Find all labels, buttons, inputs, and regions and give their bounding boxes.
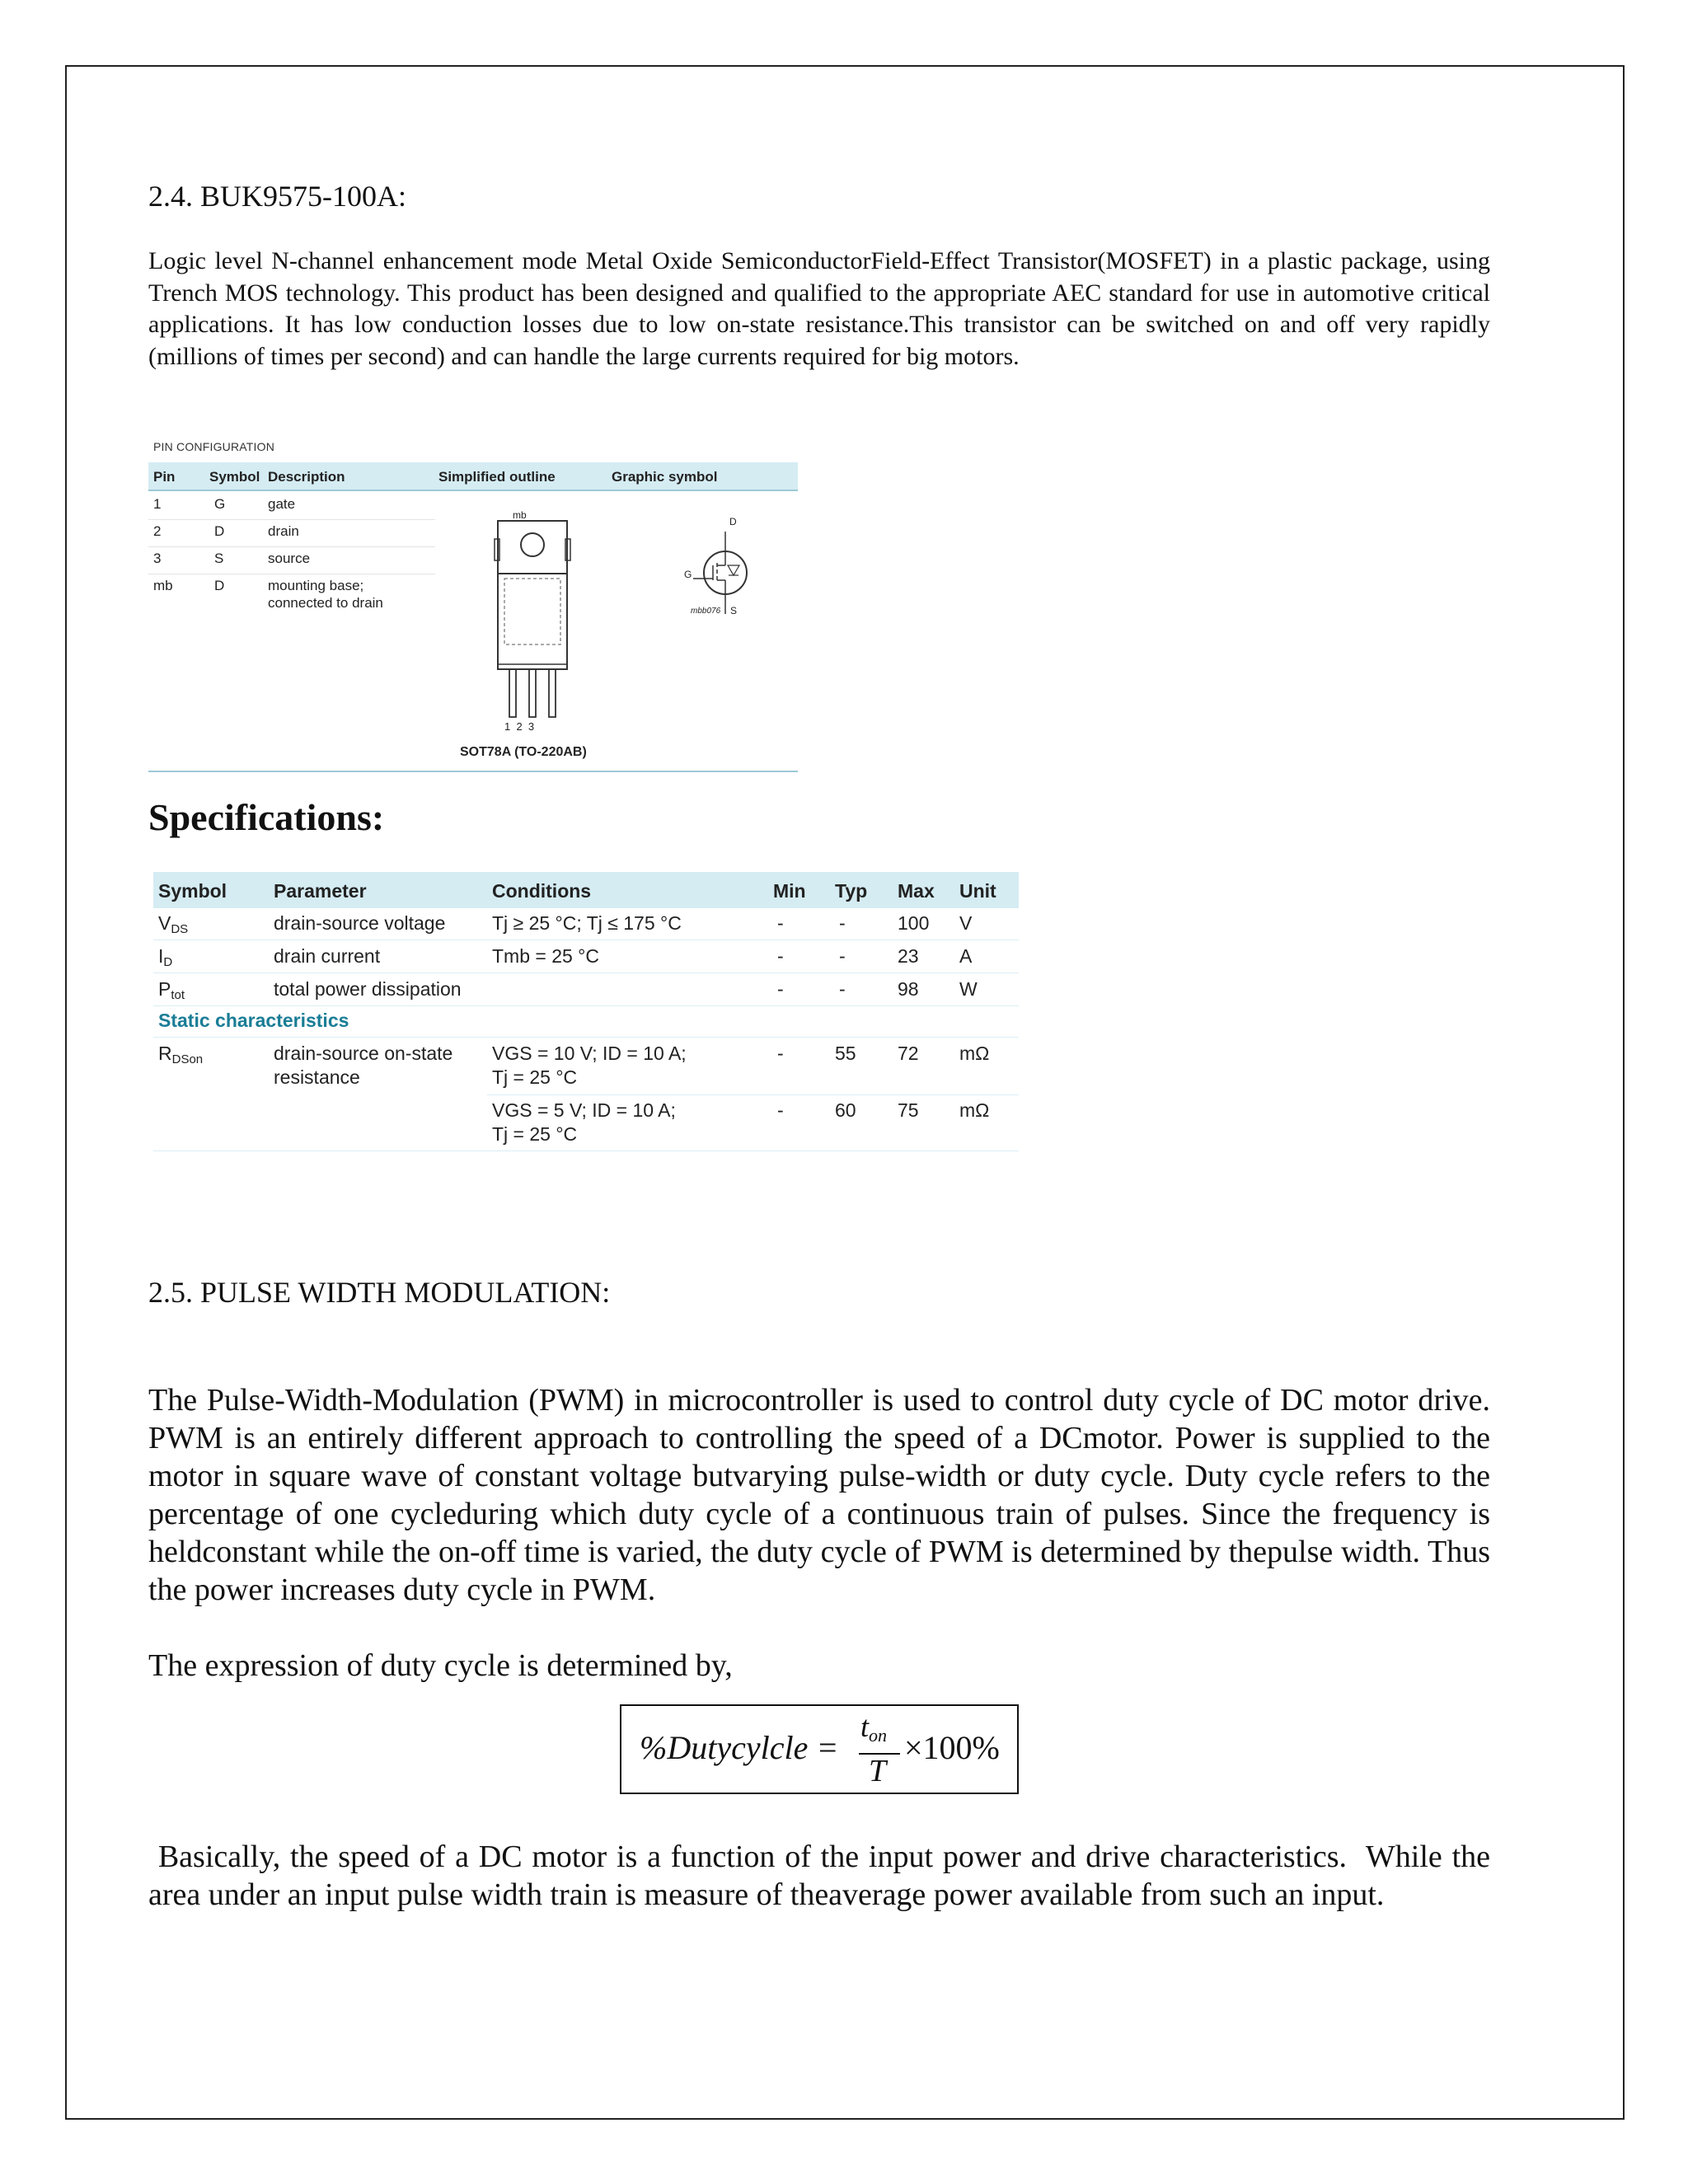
symbol-subscript: tot bbox=[171, 988, 185, 1002]
symbol-drain-label: D bbox=[729, 516, 737, 527]
spec-min: - bbox=[777, 1043, 784, 1064]
pin-description: gate bbox=[268, 496, 296, 512]
header-simplified-outline: Simplified outline bbox=[438, 469, 556, 485]
spec-min: - bbox=[777, 945, 784, 967]
pin-row bbox=[148, 520, 435, 547]
spec-symbol bbox=[158, 977, 185, 1001]
row-divider bbox=[153, 1037, 1019, 1038]
spec-conditions: Tj ≥ 25 °C; Tj ≤ 175 °C bbox=[492, 912, 682, 934]
spec-parameter: total power dissipation bbox=[274, 978, 462, 1000]
mosfet-description: Logic level N-channel enhancement mode Metal Oxide SemiconductorField-Effect Transistor(MOSFET) in a plastic package, using Trench MOS technology. This product has been designed and qualified to the appropriate AEC standard for use in automotive critical applications. It has low conduction losses due to low on-state resistance.This transistor can be switched on and off very rapidly (millions of times per second) and can handle the large currents required for big motors. bbox=[148, 247, 1490, 370]
pin-config-caption: PIN CONFIGURATION bbox=[153, 440, 275, 453]
spec-typ: - bbox=[839, 945, 846, 967]
spec-parameter: drain-source voltage bbox=[274, 912, 446, 934]
pin-symbol: S bbox=[214, 551, 224, 566]
to220-outline-drawing bbox=[486, 504, 579, 727]
symbol-main: V bbox=[158, 912, 171, 934]
header-unit: Unit bbox=[959, 880, 996, 902]
header-description: Description bbox=[268, 469, 345, 485]
spec-max: 72 bbox=[898, 1043, 919, 1064]
outline-tab-label: mb bbox=[513, 509, 527, 521]
specifications-table bbox=[153, 872, 1019, 1152]
symbol-main: R bbox=[158, 1043, 172, 1064]
spec-symbol bbox=[158, 944, 172, 968]
spec-unit: mΩ bbox=[959, 1099, 990, 1121]
pin-number: 1 bbox=[153, 496, 162, 512]
spec-conditions-line2: Tj = 25 °C bbox=[492, 1066, 578, 1088]
spec-conditions: VGS = 10 V; ID = 10 A; bbox=[492, 1043, 687, 1064]
formula-lhs: %Dutycylcle = bbox=[640, 1729, 839, 1766]
row-divider bbox=[153, 972, 1019, 973]
pin-row bbox=[148, 547, 435, 574]
symbol-source-label: S bbox=[730, 605, 738, 616]
pwm-paragraph: The Pulse-Width-Modulation (PWM) in microcontroller is used to control duty cycle of DC motor drive. PWM is an entirely different approach to controlling the speed of a DCmotor. Power is supplied to the motor in square wave of constant voltage butvarying pulse-width or duty cycle. Duty cycle refers to the percentage of one cycleduring which duty cycle of a continuous train of pulses. Since the frequency is heldconstant while the on-off time is varied, the duty cycle of PWM is determined by thepulse width. Thus the power increases duty cycle in PWM. bbox=[148, 1383, 1490, 1607]
pin-description: mounting base; bbox=[268, 578, 364, 593]
spec-typ: 55 bbox=[835, 1043, 856, 1064]
spec-conditions-line2: Tj = 25 °C bbox=[492, 1123, 578, 1145]
static-characteristics-title: Static characteristics bbox=[158, 1010, 349, 1031]
header-parameter: Parameter bbox=[274, 880, 367, 902]
spec-max: 75 bbox=[898, 1099, 919, 1121]
pin-number: 3 bbox=[153, 551, 162, 566]
spec-typ: 60 bbox=[835, 1099, 856, 1121]
spec-min: - bbox=[777, 978, 784, 1000]
numerator-subscript: on bbox=[869, 1725, 888, 1746]
header-min: Min bbox=[773, 880, 806, 902]
header-typ: Typ bbox=[835, 880, 868, 902]
spec-unit: W bbox=[959, 978, 978, 1000]
symbol-subscript: D bbox=[163, 955, 173, 969]
spec-parameter: drain-source on-state bbox=[274, 1043, 453, 1064]
pin-symbol: D bbox=[214, 523, 225, 539]
spec-symbol bbox=[158, 912, 188, 935]
symbol-gate-label: G bbox=[684, 569, 692, 580]
spec-symbol bbox=[158, 1042, 203, 1066]
pin-configuration-figure bbox=[148, 437, 798, 773]
spec-min: - bbox=[777, 912, 784, 934]
spec-conditions: Tmb = 25 °C bbox=[492, 945, 599, 967]
package-label: SOT78A (TO-220AB) bbox=[460, 745, 587, 759]
header-symbol: Symbol bbox=[209, 469, 260, 485]
symbol-subscript: DSon bbox=[171, 1052, 204, 1066]
header-graphic-symbol: Graphic symbol bbox=[612, 469, 718, 485]
row-divider bbox=[487, 1094, 1019, 1095]
formula-denominator: T bbox=[869, 1754, 887, 1788]
section-heading-buk9575: 2.4. BUK9575-100A: bbox=[148, 180, 406, 213]
formula-numerator bbox=[860, 1709, 887, 1746]
symbol-subscript: DS bbox=[171, 922, 189, 936]
spec-max: 100 bbox=[898, 912, 930, 934]
duty-cycle-formula bbox=[620, 1704, 1019, 1794]
pin-description: drain bbox=[268, 523, 299, 539]
pin-symbol: G bbox=[214, 496, 226, 512]
row-divider bbox=[153, 1005, 1019, 1006]
pin-description-line2: connected to drain bbox=[268, 595, 383, 611]
spec-typ: - bbox=[839, 978, 846, 1000]
specifications-heading: Specifications: bbox=[148, 796, 385, 838]
pin-description: source bbox=[268, 551, 311, 566]
header-pin: Pin bbox=[153, 469, 176, 485]
symbol-main: P bbox=[158, 978, 171, 1000]
spec-parameter: drain current bbox=[274, 945, 381, 967]
pin-number: mb bbox=[153, 578, 173, 593]
pin-number: 2 bbox=[153, 523, 162, 539]
outline-pin-numbers: 1 2 3 bbox=[504, 720, 535, 733]
symbol-code: mbb076 bbox=[691, 607, 721, 616]
spec-max: 23 bbox=[898, 945, 919, 967]
pin-symbol: D bbox=[214, 578, 225, 593]
numerator-main: t bbox=[860, 1710, 870, 1743]
spec-table-header bbox=[153, 872, 1019, 908]
spec-parameter-line2: resistance bbox=[274, 1066, 360, 1088]
pin-row bbox=[148, 574, 435, 616]
spec-min: - bbox=[777, 1099, 784, 1121]
spec-typ: - bbox=[839, 912, 846, 934]
spec-conditions: VGS = 5 V; ID = 10 A; bbox=[492, 1099, 676, 1121]
symbol-main: I bbox=[158, 945, 164, 967]
speed-paragraph: Basically, the speed of a DC motor is a function of the input power and drive characteristics. While the area under an input pulse width train is measure of theaverage power available from such an input. bbox=[148, 1840, 1498, 1912]
spec-unit: mΩ bbox=[959, 1043, 990, 1064]
pin-row bbox=[148, 493, 435, 520]
formula-rhs: ×100% bbox=[904, 1729, 1000, 1766]
section-heading-pwm: 2.5. PULSE WIDTH MODULATION: bbox=[148, 1276, 611, 1309]
pin-table-header bbox=[148, 462, 798, 491]
header-max: Max bbox=[898, 880, 935, 902]
spec-max: 98 bbox=[898, 978, 919, 1000]
pin-figure-bottom-rule bbox=[148, 771, 798, 772]
mosfet-symbol-icon bbox=[688, 527, 762, 618]
header-symbol: Symbol bbox=[158, 880, 227, 902]
duty-cycle-intro: The expression of duty cycle is determined by, bbox=[148, 1648, 733, 1683]
spec-unit: V bbox=[959, 912, 973, 934]
header-conditions: Conditions bbox=[492, 880, 592, 902]
spec-unit: A bbox=[959, 945, 973, 967]
